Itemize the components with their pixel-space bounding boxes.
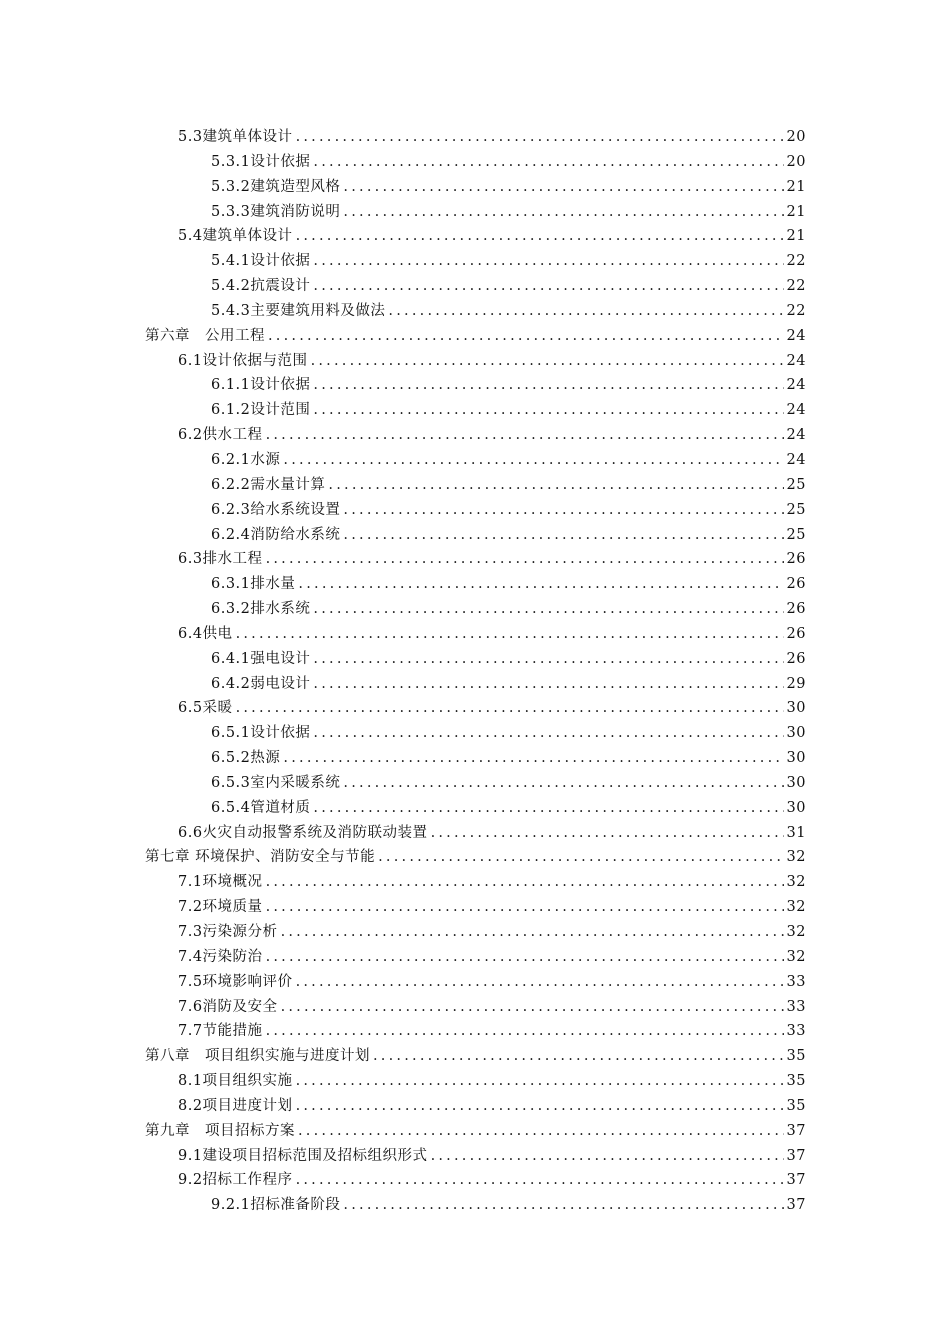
toc-dot-leader	[236, 622, 784, 647]
toc-entry-label: 6.5.1设计依据	[211, 725, 311, 742]
toc-entry-page-number: 25	[786, 476, 806, 493]
toc-dot-leader	[311, 349, 784, 374]
toc-entry-label: 第九章 项目招标方案	[145, 1122, 295, 1139]
toc-dot-leader	[431, 821, 784, 846]
toc-entry[interactable]	[0, 572, 950, 597]
toc-dot-leader	[313, 597, 783, 622]
toc-dot-leader	[343, 1193, 783, 1218]
toc-entry-label: 6.4供电	[178, 625, 233, 642]
toc-entry-page-number: 30	[786, 725, 806, 742]
toc-entry-label: 6.5.2热源	[211, 750, 281, 767]
toc-entry-page-number: 26	[786, 551, 806, 568]
toc-dot-leader	[313, 398, 783, 423]
toc-entry-label: 6.3.1排水量	[211, 576, 296, 593]
toc-dot-leader	[266, 1019, 784, 1044]
toc-entry-page-number: 29	[786, 675, 806, 692]
toc-entry-label: 6.3.2排水系统	[211, 601, 311, 618]
toc-entry[interactable]	[0, 547, 950, 572]
toc-entry-page-number: 20	[786, 153, 806, 170]
toc-entry-page-number: 25	[786, 501, 806, 518]
toc-dot-leader	[266, 547, 784, 572]
toc-entry-page-number: 35	[786, 1097, 806, 1114]
toc-entry-page-number: 30	[786, 750, 806, 767]
toc-entry-label: 第七章 环境保护、消防安全与节能	[145, 849, 376, 866]
toc-entry-page-number: 33	[786, 973, 806, 990]
toc-entry[interactable]	[0, 995, 950, 1020]
toc-entry-page-number: 37	[786, 1147, 806, 1164]
toc-entry[interactable]	[0, 1119, 950, 1144]
toc-entry-page-number: 24	[786, 402, 806, 419]
toc-entry-label: 5.3.1设计依据	[211, 153, 311, 170]
toc-entry-page-number: 35	[786, 1073, 806, 1090]
toc-dot-leader	[313, 647, 783, 672]
toc-entry-page-number: 25	[786, 526, 806, 543]
toc-entry-page-number: 24	[786, 427, 806, 444]
toc-entry[interactable]	[0, 672, 950, 697]
toc-entry-page-number: 32	[786, 874, 806, 891]
toc-entry[interactable]	[0, 945, 950, 970]
toc-entry-page-number: 21	[786, 178, 806, 195]
toc-entry-page-number: 30	[786, 799, 806, 816]
toc-dot-leader	[296, 1069, 784, 1094]
toc-entry-label: 5.3.2建筑造型风格	[211, 178, 341, 195]
toc-entry-label: 5.3建筑单体设计	[178, 129, 293, 145]
toc-entry-label: 6.1设计依据与范围	[178, 352, 308, 369]
toc-entry[interactable]	[0, 920, 950, 945]
table-of-contents	[0, 125, 950, 1218]
toc-entry[interactable]	[0, 746, 950, 771]
toc-entry-label: 6.5.3室内采暖系统	[211, 774, 341, 791]
toc-entry[interactable]	[0, 1144, 950, 1169]
toc-entry-label: 6.6火灾自动报警系统及消防联动装置	[178, 824, 428, 841]
toc-entry-page-number: 24	[786, 377, 806, 394]
toc-dot-leader	[266, 423, 784, 448]
toc-entry-page-number: 33	[786, 1023, 806, 1040]
toc-entry-label: 6.2.1水源	[211, 451, 281, 468]
toc-entry-label: 6.1.2设计范围	[211, 402, 311, 419]
toc-dot-leader	[296, 1094, 784, 1119]
toc-entry-label: 8.1项目组织实施	[178, 1073, 293, 1090]
toc-entry[interactable]	[0, 175, 950, 200]
toc-dot-leader	[431, 1144, 784, 1169]
toc-dot-leader	[281, 920, 784, 945]
toc-entry-page-number: 32	[786, 849, 806, 866]
toc-entry-label: 6.3排水工程	[178, 551, 263, 568]
toc-entry[interactable]	[0, 696, 950, 721]
toc-dot-leader	[283, 746, 783, 771]
toc-dot-leader	[313, 150, 783, 175]
toc-entry[interactable]	[0, 299, 950, 324]
toc-dot-leader	[283, 448, 783, 473]
toc-dot-leader	[373, 1044, 784, 1069]
toc-entry-page-number: 31	[786, 824, 806, 841]
toc-entry[interactable]	[0, 349, 950, 374]
toc-entry-label: 第六章 公用工程	[145, 327, 265, 344]
toc-dot-leader	[281, 995, 784, 1020]
toc-entry[interactable]	[0, 125, 950, 150]
toc-entry-page-number: 32	[786, 948, 806, 965]
toc-dot-leader	[296, 224, 784, 249]
toc-entry-page-number: 22	[786, 253, 806, 270]
toc-dot-leader	[296, 125, 784, 150]
toc-entry[interactable]	[0, 1193, 950, 1218]
toc-dot-leader	[296, 970, 784, 995]
toc-entry-label: 7.3污染源分析	[178, 924, 278, 940]
toc-dot-leader	[298, 572, 783, 597]
toc-entry-page-number: 26	[786, 650, 806, 667]
toc-entry-page-number: 26	[786, 601, 806, 618]
toc-entry-label: 9.2.1招标准备阶段	[211, 1197, 341, 1214]
toc-entry-page-number: 24	[786, 451, 806, 468]
toc-entry-page-number: 22	[786, 302, 806, 319]
toc-entry[interactable]	[0, 845, 950, 870]
toc-entry-label: 6.4.1强电设计	[211, 650, 311, 667]
toc-entry-page-number: 21	[786, 228, 806, 245]
toc-dot-leader	[313, 249, 783, 274]
toc-entry[interactable]	[0, 796, 950, 821]
toc-dot-leader	[313, 274, 783, 299]
toc-entry[interactable]	[0, 870, 950, 895]
toc-dot-leader	[266, 895, 784, 920]
toc-entry-label: 6.5.4管道材质	[211, 799, 311, 816]
toc-entry-label: 7.2环境质量	[178, 899, 263, 916]
toc-entry-page-number: 24	[786, 327, 806, 344]
toc-entry[interactable]	[0, 224, 950, 249]
toc-entry[interactable]	[0, 821, 950, 846]
toc-entry-page-number: 37	[786, 1197, 806, 1214]
toc-dot-leader	[328, 473, 783, 498]
toc-dot-leader	[266, 945, 784, 970]
toc-entry-label: 9.1建设项目招标范围及招标组织形式	[178, 1147, 428, 1164]
toc-entry[interactable]	[0, 523, 950, 548]
toc-entry[interactable]	[0, 274, 950, 299]
toc-entry-label: 7.5环境影响评价	[178, 973, 293, 990]
toc-entry-page-number: 33	[786, 998, 806, 1015]
toc-dot-leader	[313, 721, 783, 746]
toc-entry-page-number: 30	[786, 700, 806, 717]
toc-entry[interactable]	[0, 597, 950, 622]
toc-entry[interactable]	[0, 423, 950, 448]
toc-dot-leader	[313, 672, 783, 697]
toc-entry-page-number: 24	[786, 352, 806, 369]
toc-entry[interactable]	[0, 200, 950, 225]
toc-entry[interactable]	[0, 721, 950, 746]
toc-entry[interactable]	[0, 448, 950, 473]
toc-entry[interactable]	[0, 771, 950, 796]
toc-entry[interactable]	[0, 150, 950, 175]
toc-entry-page-number: 22	[786, 278, 806, 295]
toc-entry-label: 6.2.2需水量计算	[211, 476, 326, 493]
toc-entry-page-number: 37	[786, 1172, 806, 1189]
toc-entry-label: 5.4.1设计依据	[211, 253, 311, 270]
toc-dot-leader	[343, 523, 783, 548]
toc-entry[interactable]	[0, 895, 950, 920]
toc-dot-leader	[343, 200, 783, 225]
toc-entry[interactable]	[0, 1094, 950, 1119]
toc-entry[interactable]	[0, 1069, 950, 1094]
toc-entry-label: 7.7节能措施	[178, 1023, 263, 1040]
toc-entry-page-number: 35	[786, 1048, 806, 1065]
toc-entry-label: 7.1环境概况	[178, 874, 263, 891]
toc-entry-page-number: 20	[786, 129, 806, 145]
toc-entry-label: 第八章 项目组织实施与进度计划	[145, 1048, 370, 1065]
toc-entry[interactable]	[0, 622, 950, 647]
toc-entry-label: 8.2项目进度计划	[178, 1097, 293, 1114]
toc-entry[interactable]	[0, 473, 950, 498]
toc-entry-label: 7.6消防及安全	[178, 998, 278, 1015]
toc-entry-label: 5.4.2抗震设计	[211, 278, 311, 295]
toc-entry[interactable]	[0, 1019, 950, 1044]
toc-entry[interactable]	[0, 647, 950, 672]
toc-entry-label: 9.2招标工作程序	[178, 1172, 293, 1189]
toc-entry[interactable]	[0, 398, 950, 423]
toc-entry[interactable]	[0, 498, 950, 523]
toc-entry[interactable]	[0, 373, 950, 398]
toc-entry-label: 7.4污染防治	[178, 948, 263, 965]
toc-entry[interactable]	[0, 1044, 950, 1069]
toc-dot-leader	[266, 870, 784, 895]
toc-entry-label: 6.2供水工程	[178, 427, 263, 444]
toc-entry[interactable]	[0, 324, 950, 349]
toc-dot-leader	[343, 498, 783, 523]
toc-entry[interactable]	[0, 970, 950, 995]
toc-entry-label: 6.1.1设计依据	[211, 377, 311, 394]
toc-entry-label: 5.3.3建筑消防说明	[211, 203, 341, 220]
toc-entry-label: 6.5采暖	[178, 700, 233, 717]
toc-entry[interactable]	[0, 1168, 950, 1193]
toc-entry-page-number: 37	[786, 1122, 806, 1139]
toc-dot-leader	[268, 324, 784, 349]
toc-entry[interactable]	[0, 249, 950, 274]
toc-entry-page-number: 32	[786, 924, 806, 940]
toc-entry-page-number: 26	[786, 625, 806, 642]
toc-dot-leader	[343, 771, 783, 796]
toc-entry-label: 6.2.4消防给水系统	[211, 526, 341, 543]
toc-dot-leader	[298, 1119, 784, 1144]
toc-dot-leader	[313, 373, 783, 398]
toc-entry-page-number: 30	[786, 774, 806, 791]
toc-dot-leader	[343, 175, 783, 200]
toc-entry-page-number: 26	[786, 576, 806, 593]
toc-entry-label: 5.4.3主要建筑用料及做法	[211, 302, 386, 319]
toc-entry-label: 5.4建筑单体设计	[178, 228, 293, 245]
toc-dot-leader	[313, 796, 783, 821]
toc-dot-leader	[296, 1168, 784, 1193]
toc-entry-label: 6.2.3给水系统设置	[211, 501, 341, 518]
toc-entry-page-number: 21	[786, 203, 806, 220]
toc-dot-leader	[236, 696, 784, 721]
toc-dot-leader	[378, 845, 783, 870]
toc-dot-leader	[388, 299, 783, 324]
toc-entry-label: 6.4.2弱电设计	[211, 675, 311, 692]
toc-entry-page-number: 32	[786, 899, 806, 916]
